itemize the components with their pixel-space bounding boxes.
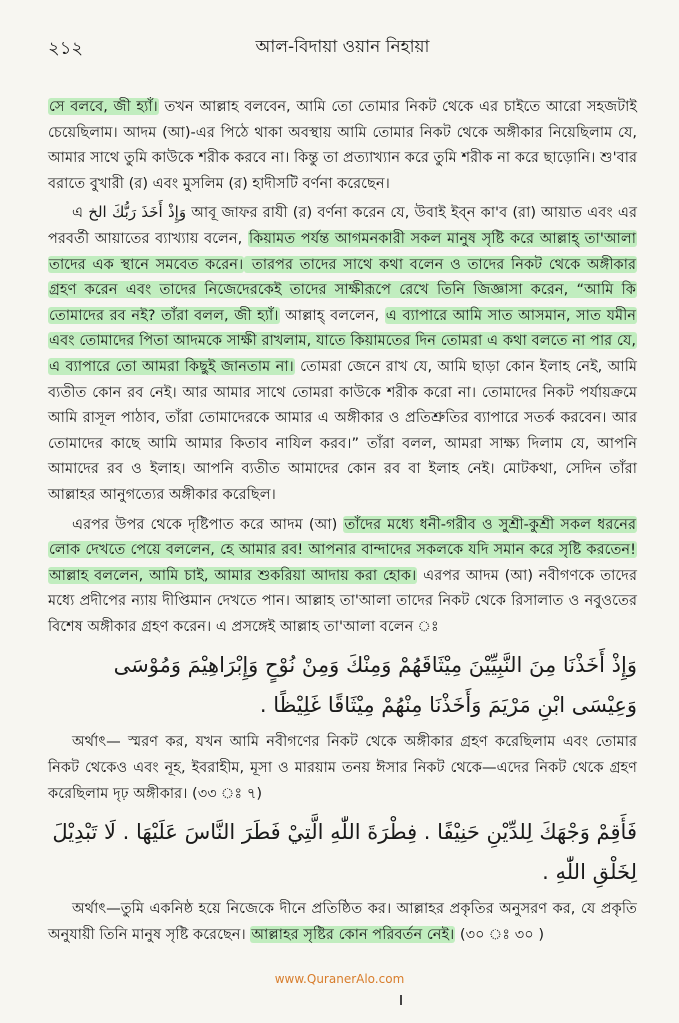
arabic-verse-1 — [48, 645, 637, 725]
page-number: ২১২ — [48, 38, 84, 59]
paragraph-1 — [48, 94, 637, 196]
paragraph-4 — [48, 729, 637, 806]
highlight: তারপর তাদের সাথে কথা বলেন ও তাদের নিকট থেকে অঙ্গীকার গ্রহণ করেন এবং তাদের নিজেদেরকেই তাদের সাক্ষীরূপে রেখে তিনি জিজ্ঞাসা করেন, “আমি কি তোমাদের রব নই? তাঁরা বলল, জী হ্যাঁ। — [49, 255, 636, 324]
paragraph-text: এরপর উপর থেকে দৃষ্টিপাত করে আদম (আ) — [72, 515, 344, 533]
paragraph-text: অর্থাৎ—তুমি একনিষ্ঠ হয়ে নিজেকে দীনে প্রতিষ্ঠিত কর। আল্লাহর প্রকৃতির অনুসরণ কর, যে প্রকৃতি অনুযায়ী তিনি মানুষ সৃষ্টি করেছেন। — [48, 900, 637, 943]
paragraph-text: (৩০ ঃ ৩০ ) — [455, 925, 545, 943]
page-body — [48, 94, 637, 947]
paragraph-text: আল্লাহ্ বললেন, — [279, 306, 385, 324]
footer-website: www.QuranerAlo.com — [274, 972, 405, 986]
paragraph-text: তোমরা জেনে রাখ যে, আমি ছাড়া কোন ইলাহ নেই, আমি ব্যতীত কোন রব নেই। আর আমার সাথে তোমরা কাউকে শরীক করো না। তোমাদের নিকট পর্যায়ক্রমে আমি রাসূল পাঠাব, তাঁরা তোমাদেরকে আমার এ অঙ্গীকার ও প্রতিশ্রুতির ব্যাপারে সতর্ক করবেন। আর তোমাদের কাছে আমি আমার কিতাব নাযিল করব।” তাঁরা বলল, আমরা সাক্ষ্য দিলাম যে, আপনি আমাদের রব ও ইলাহ। আপনি ব্যতীত আমাদের কোন রব বা ইলাহ নেই। মোটকথা, সেদিন তাঁরা আল্লাহর আনুগত্যের অঙ্গীকার করেছিল। — [48, 357, 637, 503]
highlight: আল্লাহর সৃষ্টির কোন পরিবর্তন নেই। — [251, 925, 455, 943]
paragraph-text: অর্থাৎ— স্মরণ কর, যখন আমি নবীগণের নিকট থেকে অঙ্গীকার গ্রহণ করেছিলাম এবং তোমার নিকট থেকেও এবং নূহ, ইবরাহীম, মূসা ও মারয়াম তনয় ঈসার নিকট থেকে—এদের নিকট থেকে গ্রহণ করেছিলাম দৃঢ় অঙ্গীকার। (৩৩ ঃ ৭) — [48, 733, 637, 802]
arabic-line: لِخَلْقِ اللّٰهِ . — [542, 860, 637, 885]
paragraph-3 — [48, 512, 637, 640]
paragraph-5 — [48, 896, 637, 947]
page-mark — [400, 995, 402, 1005]
highlight: এ ব্যাপারে আমি সাত আসমান, সাত যমীন এবং তোমাদের পিতা আদমকে সাক্ষী রাখলাম, যাতে কিয়ামতের দিন তোমরা এ কথা বলতে না পার যে, এ ব্যাপারে তো আমরা কিছুই জানতাম না। — [49, 306, 636, 375]
paragraph-text: এ — [72, 204, 89, 222]
arabic-line: وَعِيْسَى ابْنِ مَرْيَمَ وَأَخَذْنَا مِنْهُمْ مِيْثَاقًا غَلِيْظًا . — [259, 693, 637, 718]
paragraph-text: তখন আল্লাহ বলবেন, আমি তো তোমার নিকট থেকে এর চাইতে আরো সহজটাই চেয়েছিলাম। আদম (আ)-এর পিঠে থাকা অবস্থায় আমি তোমার নিকট থেকে অঙ্গীকার নিয়েছিলাম যে, আমার সাথে তুমি কাউকে শরীক করবে না। কিন্তু তা প্রত্যাখ্যান করে তুমি শরীক না করে ছাড়োনি। শু'বার বরাতে বুখারী (র) এবং মুসলিম (র) হাদীসটি বর্ণনা করেছেন। — [48, 98, 637, 192]
paragraph-2 — [48, 200, 637, 507]
arabic-line: وَإِذْ أَخَذْنَا مِنَ النَّبِيِّيْنَ مِيْثَاقَهُمْ وَمِنْكَ وَمِنْ نُوْحٍ وَإِبْرَاهِيْمَ وَمُوْسَى — [113, 653, 637, 678]
running-title: আল-বিদায়া ওয়ান নিহায়া — [255, 37, 430, 57]
page-header — [48, 30, 637, 64]
paragraph-text: এরপর আদম (আ) নবীগণকে তাদের মধ্যে প্রদীপের ন্যায় দীপ্তিমান দেখতে পান। আল্লাহ তা'আলা তাদের নিকট থেকে রিসালাত ও নবুওতের বিশেষ অঙ্গীকার গ্রহণ করেন। এ প্রসঙ্গেই আল্লাহ তা'আলা বলেন ঃ — [48, 566, 637, 635]
arabic-inline-ref: وَإِذْ أَخَذَ رَبُّكَ الخ — [88, 203, 187, 222]
arabic-line: فَأَقِمْ وَجْهَكَ لِلدِّيْنِ حَنِيْفًا . فِطْرَةَ اللّٰهِ الَّتِيْ فَطَرَ النَّاسَ عَلَيْهَا . لَا تَبْدِيْلَ — [52, 820, 637, 845]
arabic-verse-2 — [48, 812, 637, 892]
highlight: তাঁদের মধ্যে ধনী-গরীব ও সুশ্রী-কুশ্রী সকল ধরনের লোক দেখতে পেয়ে বললেন, হে আমার রব! আপনার বান্দাদের সকলকে যদি সমান করে সৃষ্টি করতেন! আল্লাহ বললেন, আমি চাই, আমার শুকরিয়া আদায় করা হোক। — [49, 515, 636, 584]
highlight: সে বলবে, জী হ্যাঁ। — [49, 98, 158, 115]
highlight: কিয়ামত পর্যন্ত আগমনকারী সকল মানুষ সৃষ্টি করে আল্লাহ্ তা'আলা তাদের এক স্থানে সমবেত করেন। — [49, 229, 636, 273]
paragraph-text: আবূ জাফর রাযী (র) বর্ণনা করেন যে, উবাই ইব্‌ন কা'ব (রা) আয়াত এবং এর পরবর্তী আয়াতের ব্যাখ্যায় বলেন, — [48, 204, 637, 247]
